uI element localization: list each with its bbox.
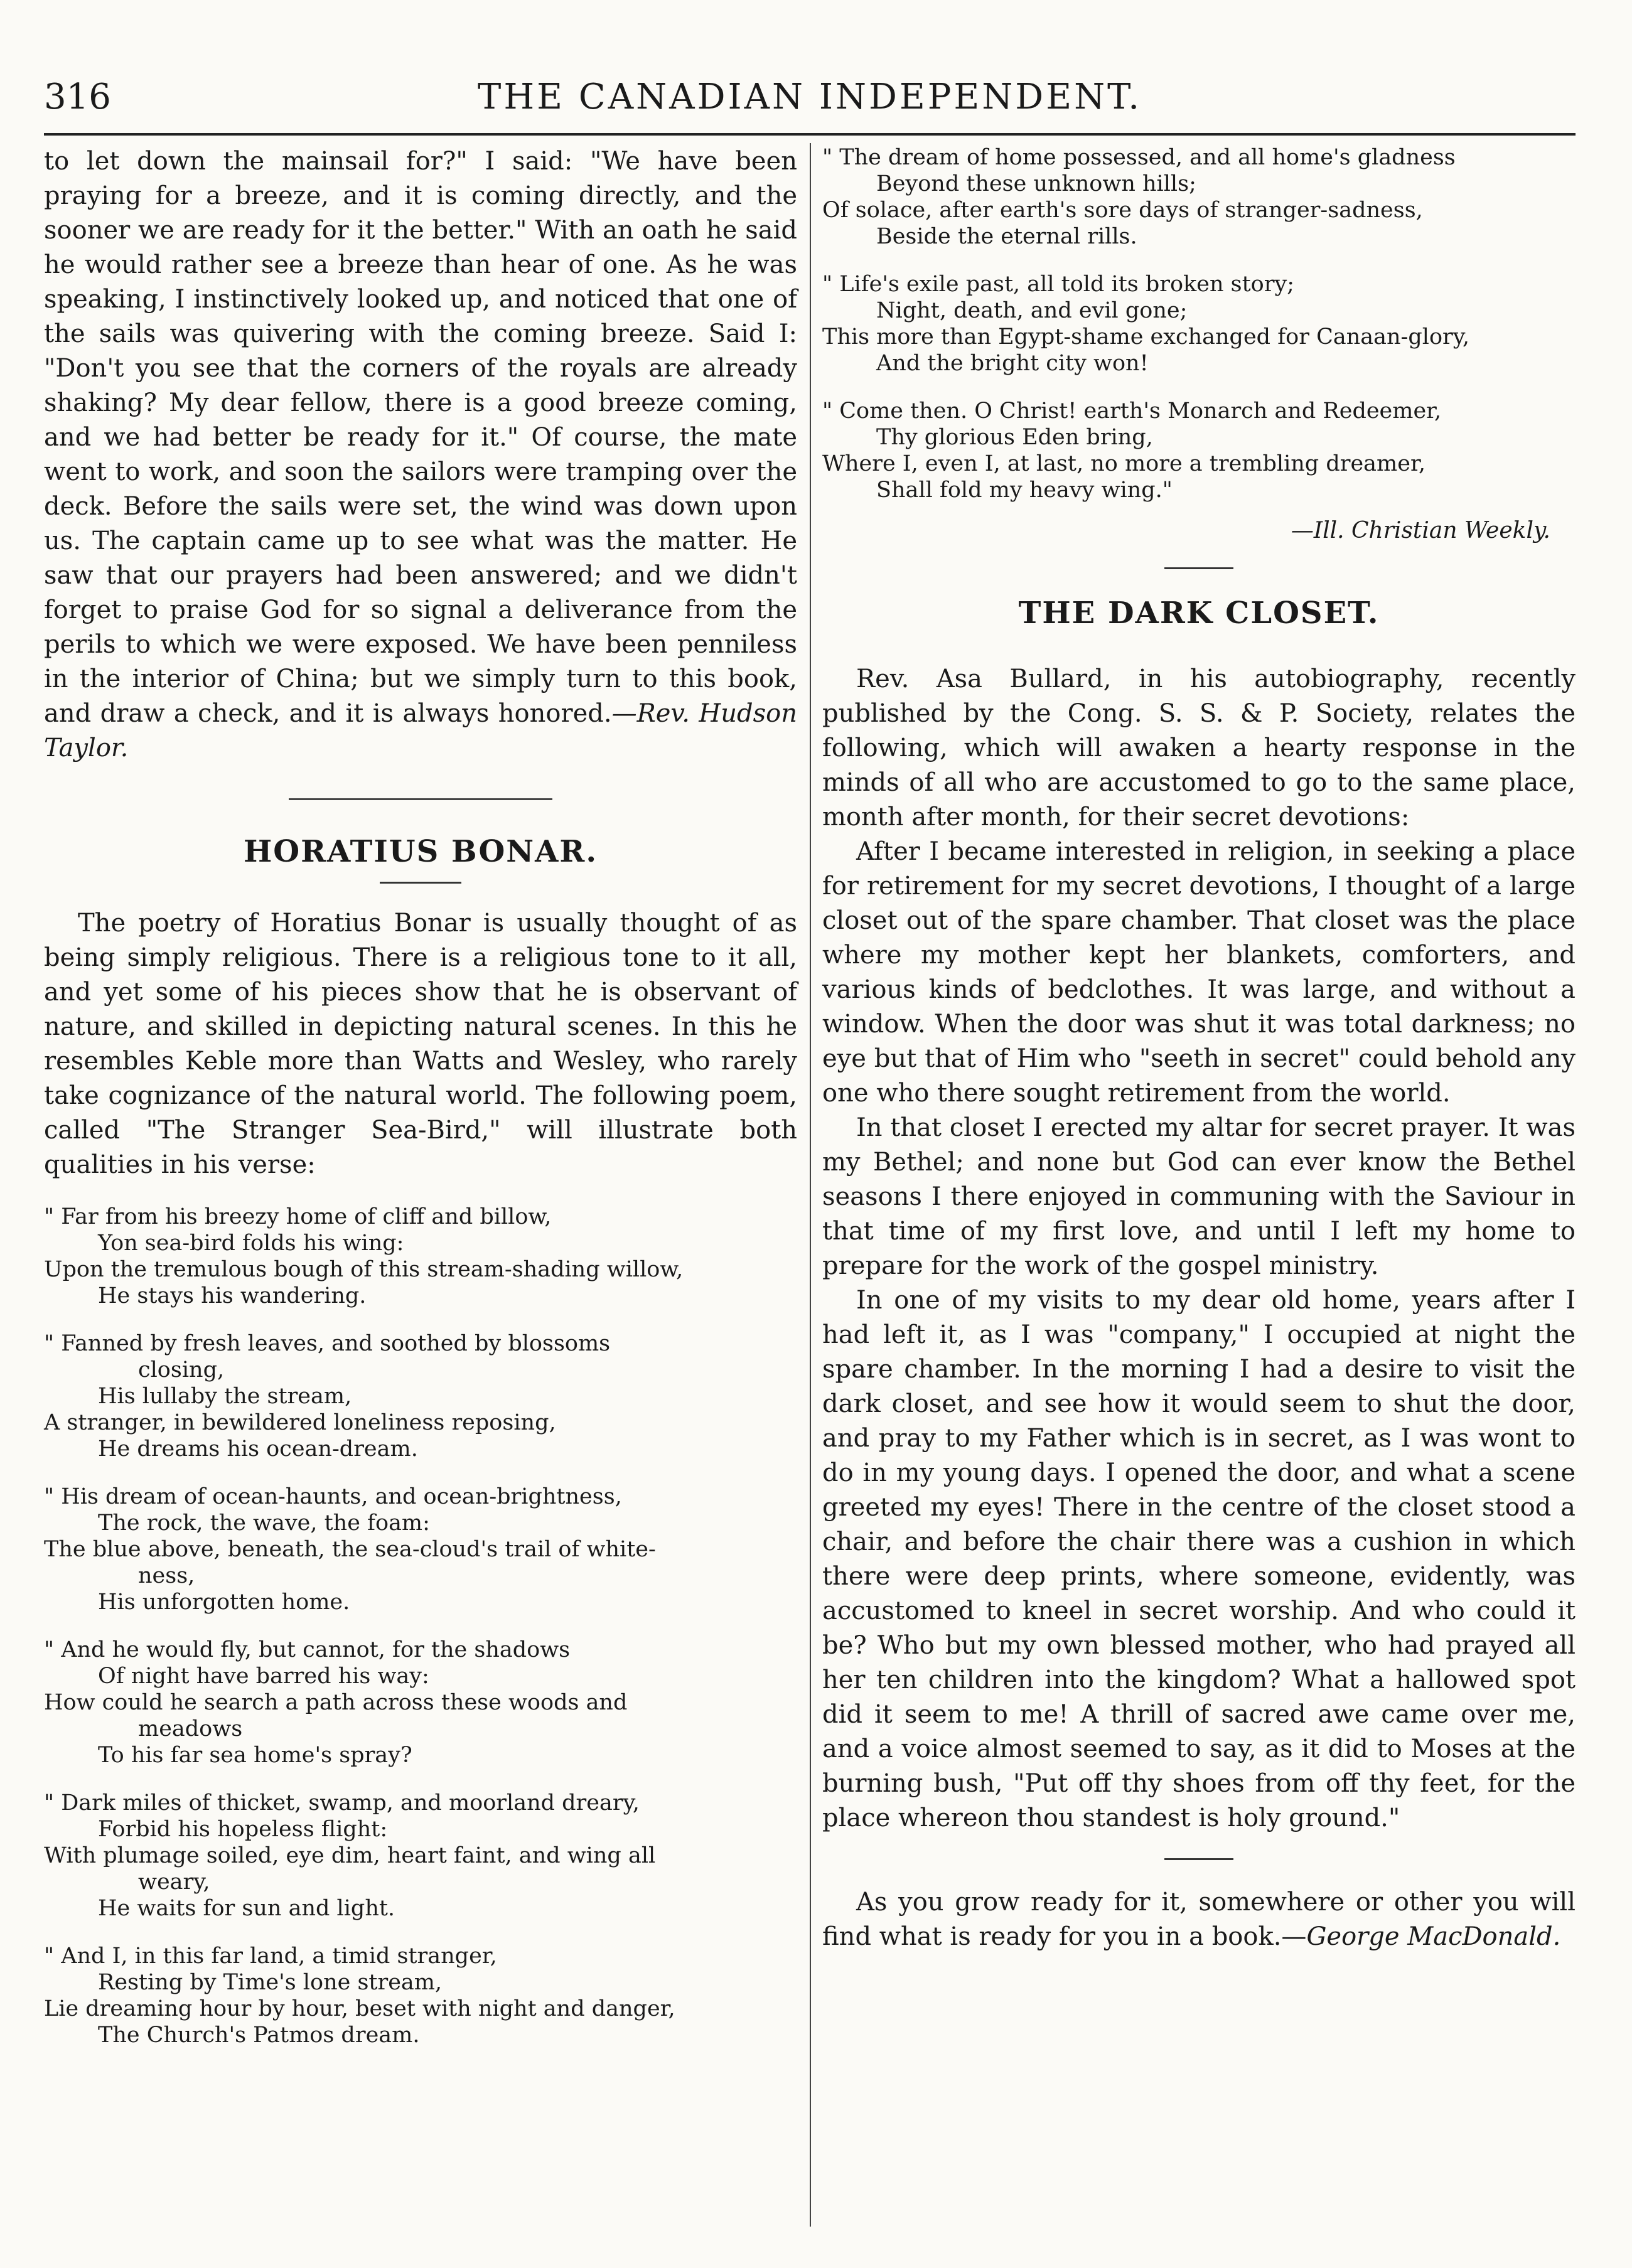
poem-line: How could he search a path across these woods and [44, 1690, 628, 1715]
book-quote-author: George MacDonald. [1306, 1922, 1561, 1951]
poem-stanza [44, 1943, 797, 2048]
poem-line: The blue above, beneath, the sea-cloud's trail of white- [44, 1537, 656, 1562]
poem-line: " Come then. O Christ! earth's Monarch and Redeemer, [822, 399, 1442, 424]
poem-continuation [822, 144, 1576, 503]
poem-stanza [822, 398, 1576, 503]
poem-line: " And he would fly, but cannot, for the shadows [44, 1637, 571, 1662]
poem-line: His lullaby the stream, [98, 1384, 352, 1409]
poem-stanza [822, 144, 1576, 250]
poem-line: Upon the tremulous bough of this stream-shading willow, [44, 1257, 684, 1282]
poem-stanza [44, 1790, 797, 1922]
poem-line: " The dream of home possessed, and all home's gladness [822, 145, 1456, 170]
poem-line: And the bright city won! [876, 351, 1149, 376]
poem-line: With plumage soiled, eye dim, heart faint, and wing all [44, 1843, 656, 1868]
stranger-sea-bird-poem [44, 1204, 797, 2048]
poem-stanza [44, 1484, 797, 1615]
poem-line: " Life's exile past, all told its broken story; [822, 272, 1295, 297]
closet-paragraph: After I became interested in religion, in seeking a place for retirement for my secret devotions, I thought of a large closet out of the spare chamber. That closet was the place where my mother kept her blankets, comforters, and various kinds of bedclothes. It was large, and without a window. When the door was shut it was total darkness; no eye but that of Him who "seeth in secret" could behold any one who there sought retirement from the world. [822, 837, 1576, 1108]
header-rule [44, 133, 1576, 136]
section-separator [1164, 567, 1233, 569]
section-separator [289, 798, 552, 800]
poem-line: He stays his wandering. [98, 1283, 367, 1308]
poem-line: His unforgotten home. [98, 1590, 350, 1615]
closet-paragraph: Rev. Asa Bullard, in his autobiography, recently published by the Cong. S. S. & P. Society, relates the following, which will awaken a hearty response in the minds of all who are accustomed to go to the same place, month after month, for their secret devotions: [822, 665, 1576, 832]
book-quote-text: As you grow ready for it, somewhere or other you will find what is ready for you in a book.— [822, 1888, 1576, 1951]
page-number: 316 [44, 77, 111, 117]
poem-line: Forbid his hopeless flight: [98, 1817, 388, 1842]
poem-line: weary, [138, 1869, 210, 1895]
poem-stanza [44, 1330, 797, 1462]
closet-paragraph: In that closet I erected my altar for secret prayer. It was my Bethel; and none but God can ever know the Bethel seasons I there enjoyed in communing with the Saviour in that time of my first love, and until I left my home to prepare for the work of the gospel ministry. [822, 1113, 1576, 1280]
book-quote [822, 1885, 1576, 1954]
poem-stanza [822, 271, 1576, 377]
closet-paragraph: In one of my visits to my dear old home, years after I had left it, as I was "company," I occupied at night the spare chamber. In the morning I had a desire to visit the dark closet, and see how it would seem to shut the door, and pray to my Father which is in secret, as I was wont to do in my young days. I opened the door, and what a scene greeted my eyes! There in the centre of the closet stood a chair, and before the chair there was a cushion in which there were deep prints, where someone, evidently, was accustomed to kneel in secret worship. And who could it be? Who but my own blessed mother, who had prayed all her ten children into the kingdom? What a hallowed spot did it seem to me! A thrill of sacred awe came over me, and a voice almost seemed to say, as it did to Moses at the burning bush, "Put off thy shoes from off thy feet, for the place whereon thou standest is holy ground." [822, 1286, 1576, 1832]
poem-line: A stranger, in bewildered loneliness reposing, [44, 1410, 556, 1435]
poem-line: " His dream of ocean-haunts, and ocean-brightness, [44, 1484, 622, 1509]
bonar-title: HORATIUS BONAR. [243, 834, 598, 869]
dark-closet-title: THE DARK CLOSET. [1018, 596, 1380, 631]
poem-line: To his far sea home's spray? [98, 1743, 412, 1768]
poem-line: Shall fold my heavy wing." [876, 478, 1173, 503]
right-column [822, 144, 1576, 1954]
poem-line: He dreams his ocean-dream. [98, 1436, 418, 1462]
poem-attribution: —Ill. Christian Weekly. [1291, 518, 1550, 543]
page-header [44, 70, 1576, 128]
poem-line: Thy glorious Eden bring, [876, 425, 1153, 450]
poem-line: " Fanned by fresh leaves, and soothed by blossoms [44, 1331, 611, 1356]
poem-line: Beyond these unknown hills; [876, 171, 1196, 196]
section-separator [1164, 1858, 1233, 1860]
poem-line: " Far from his breezy home of cliff and billow, [44, 1204, 552, 1229]
story-text: to let down the mainsail for?" I said: "We have been praying for a breeze, and it is coming directly, and the sooner we are ready for it the better." With an oath he said he would rather see a breeze than hear of one. As he was speaking, I instinctively looked up, and noticed that one of the sails was quivering with the coming breeze. Said I: "Don't you see that the corners of the royals are already shaking? My dear fellow, there is a good breeze coming, and we had better be ready for it." Of course, the mate went to work, and soon the sailors were tramping over the deck. Before the sails were set, the wind was down upon us. The captain came up to see what was the matter. He saw that our prayers had been answered; and we didn't forget to praise God for so signal a deliverance from the perils to which we were exposed. We have been penniless in the interior of China; but we simply turn to this book, and draw a check, and it is always honored. [44, 147, 797, 728]
poem-line: Of night have barred his way: [98, 1664, 429, 1689]
poem-line: The rock, the wave, the foam: [98, 1511, 430, 1536]
poem-line: " And I, in this far land, a timid stranger, [44, 1944, 497, 1969]
poem-line: Yon sea-bird folds his wing: [98, 1231, 404, 1256]
poem-line: Lie dreaming hour by hour, beset with night and danger, [44, 1996, 675, 2021]
story-attribution: —Rev. Hudson Taylor. [44, 699, 797, 762]
story-paragraph [44, 144, 797, 766]
poem-line: Of solace, after earth's sore days of stranger-sadness, [822, 198, 1423, 223]
poem-line: He waits for sun and light. [98, 1896, 395, 1921]
bonar-intro: The poetry of Horatius Bonar is usually thought of as being simply religious. There is a religious tone to it all, and yet some of his pieces show that he is observant of nature, and skilled in depicting natural scenes. In this he resembles Keble more than Watts and Wesley, who rarely take cognizance of the natural world. The following poem, called "The Stranger Sea-Bird," will illustrate both qualities in his verse: [44, 909, 797, 1179]
poem-line: Beside the eternal rills. [876, 224, 1137, 249]
poem-line: closing, [138, 1357, 225, 1383]
poem-line: Night, death, and evil gone; [876, 298, 1188, 323]
poem-line: The Church's Patmos dream. [98, 2023, 420, 2048]
journal-title: THE CANADIAN INDEPENDENT. [477, 77, 1142, 117]
poem-stanza [44, 1637, 797, 1768]
poem-line: ness, [138, 1563, 195, 1588]
poem-stanza [44, 1204, 797, 1309]
poem-line: " Dark miles of thicket, swamp, and moorland dreary, [44, 1790, 640, 1816]
left-column [44, 144, 797, 2070]
poem-line: meadows [138, 1716, 243, 1741]
title-rule [380, 882, 461, 884]
column-divider [810, 143, 811, 2227]
poem-line: Where I, even I, at last, no more a trembling dreamer, [822, 451, 1425, 476]
poem-line: Resting by Time's lone stream, [98, 1970, 443, 1995]
poem-line: This more than Egypt-shame exchanged for Canaan-glory, [822, 324, 1470, 350]
